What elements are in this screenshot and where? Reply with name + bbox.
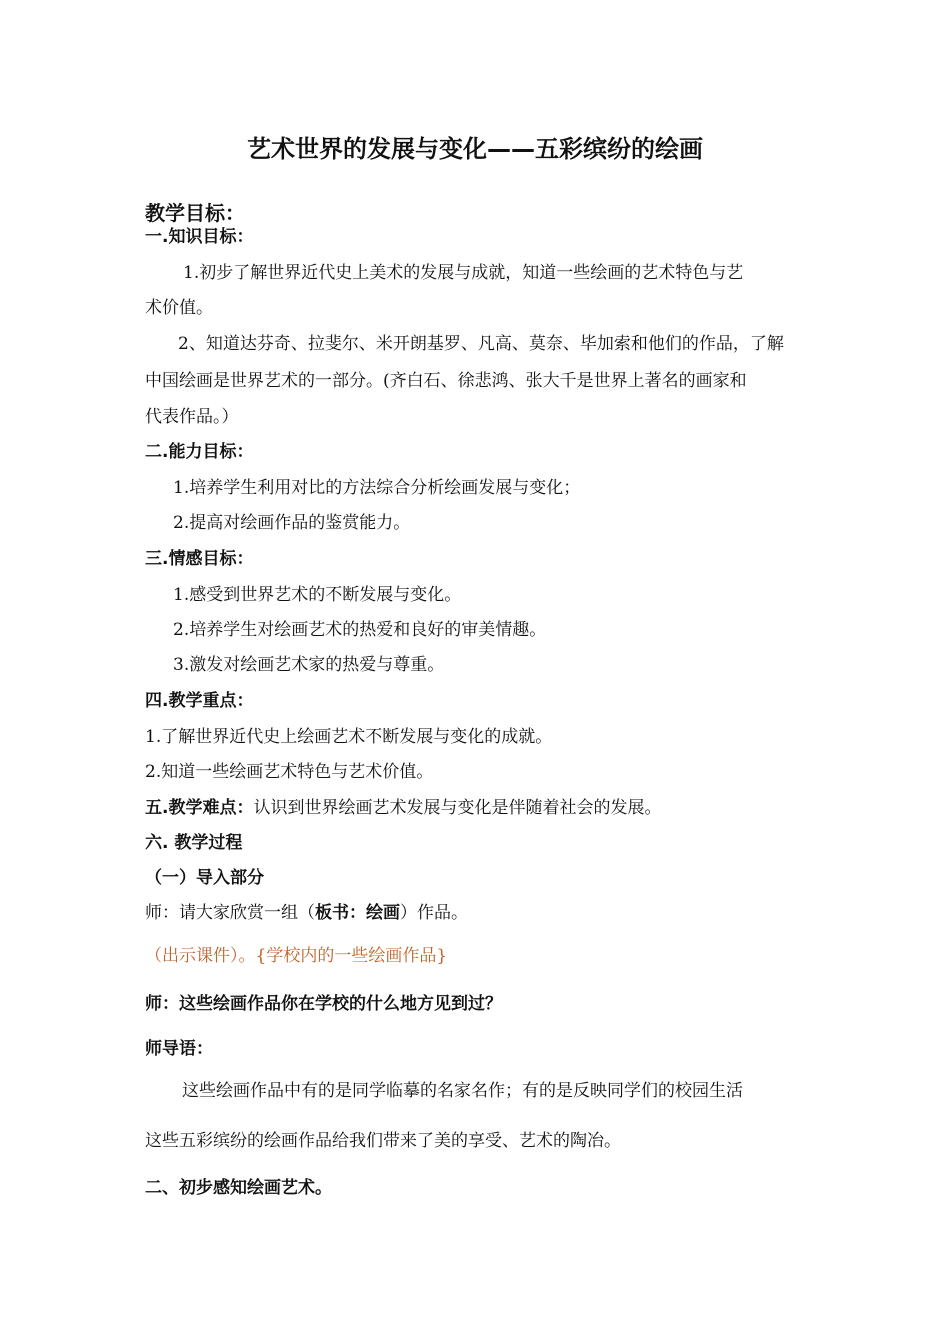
teacher-prefix: 师：请大家欣赏一组（ xyxy=(145,903,315,923)
courseware-note: （出示课件）。{学校内的一些绘画作品} xyxy=(145,946,448,966)
difficulty-line xyxy=(145,797,661,819)
difficulty-heading: 五.教学难点： xyxy=(145,798,254,818)
ability-item-2: 2.提高对绘画作品的鉴赏能力。 xyxy=(173,513,411,533)
part-1-heading: （一）导入部分 xyxy=(145,868,264,888)
process-heading: 六. 教学过程 xyxy=(145,833,243,853)
page-title: 艺术世界的发展与变化——五彩缤纷的绘画 xyxy=(247,135,703,163)
board-label: 板书：绘画 xyxy=(315,903,400,923)
objectives-heading: 教学目标： xyxy=(145,201,245,225)
knowledge-item-2-line-2: 中国绘画是世界艺术的一部分。(齐白石、徐悲鸿、张大千是世界上著名的画家和 xyxy=(145,371,747,391)
key-points-item-1: 1.了解世界近代史上绘画艺术不断发展与变化的成就。 xyxy=(145,727,553,747)
emotion-item-1: 1.感受到世界艺术的不断发展与变化。 xyxy=(173,585,462,605)
difficulty-text: 认识到世界绘画艺术发展与变化是伴随着社会的发展。 xyxy=(253,798,662,818)
knowledge-item-1-line-2: 术价值。 xyxy=(145,298,213,318)
teacher-question: 师：这些绘画作品你在学校的什么地方见到过？ xyxy=(145,994,502,1014)
knowledge-item-2-line-3: 代表作品。） xyxy=(145,407,239,427)
guide-heading: 师导语： xyxy=(145,1039,213,1059)
ability-item-1: 1.培养学生利用对比的方法综合分析绘画发展与变化； xyxy=(173,478,581,498)
guide-line-2: 这些五彩缤纷的绘画作品给我们带来了美的享受、艺术的陶冶。 xyxy=(145,1131,621,1151)
guide-line-1: 这些绘画作品中有的是同学临摹的名家名作；有的是反映同学们的校园生活 xyxy=(182,1081,743,1101)
teacher-line xyxy=(145,902,468,924)
ability-heading: 二.能力目标： xyxy=(145,442,254,462)
part-2-heading: 二、初步感知绘画艺术。 xyxy=(145,1178,332,1198)
knowledge-heading: 一.知识目标： xyxy=(145,227,254,247)
emotion-item-2: 2.培养学生对绘画艺术的热爱和良好的审美情趣。 xyxy=(173,620,547,640)
knowledge-item-1-line-1: 1.初步了解世界近代史上美术的发展与成就，知道一些绘画的艺术特色与艺 xyxy=(183,263,744,283)
emotion-item-3: 3.激发对绘画艺术家的热爱与尊重。 xyxy=(173,655,445,675)
knowledge-item-2-line-1: 2、知道达芬奇、拉斐尔、米开朗基罗、凡高、莫奈、毕加索和他们的作品，了解 xyxy=(178,334,784,354)
teacher-suffix: ）作品。 xyxy=(400,903,468,923)
key-points-item-2: 2.知道一些绘画艺术特色与艺术价值。 xyxy=(145,762,434,782)
key-points-heading: 四.教学重点： xyxy=(145,691,254,711)
emotion-heading: 三.情感目标： xyxy=(145,549,254,569)
